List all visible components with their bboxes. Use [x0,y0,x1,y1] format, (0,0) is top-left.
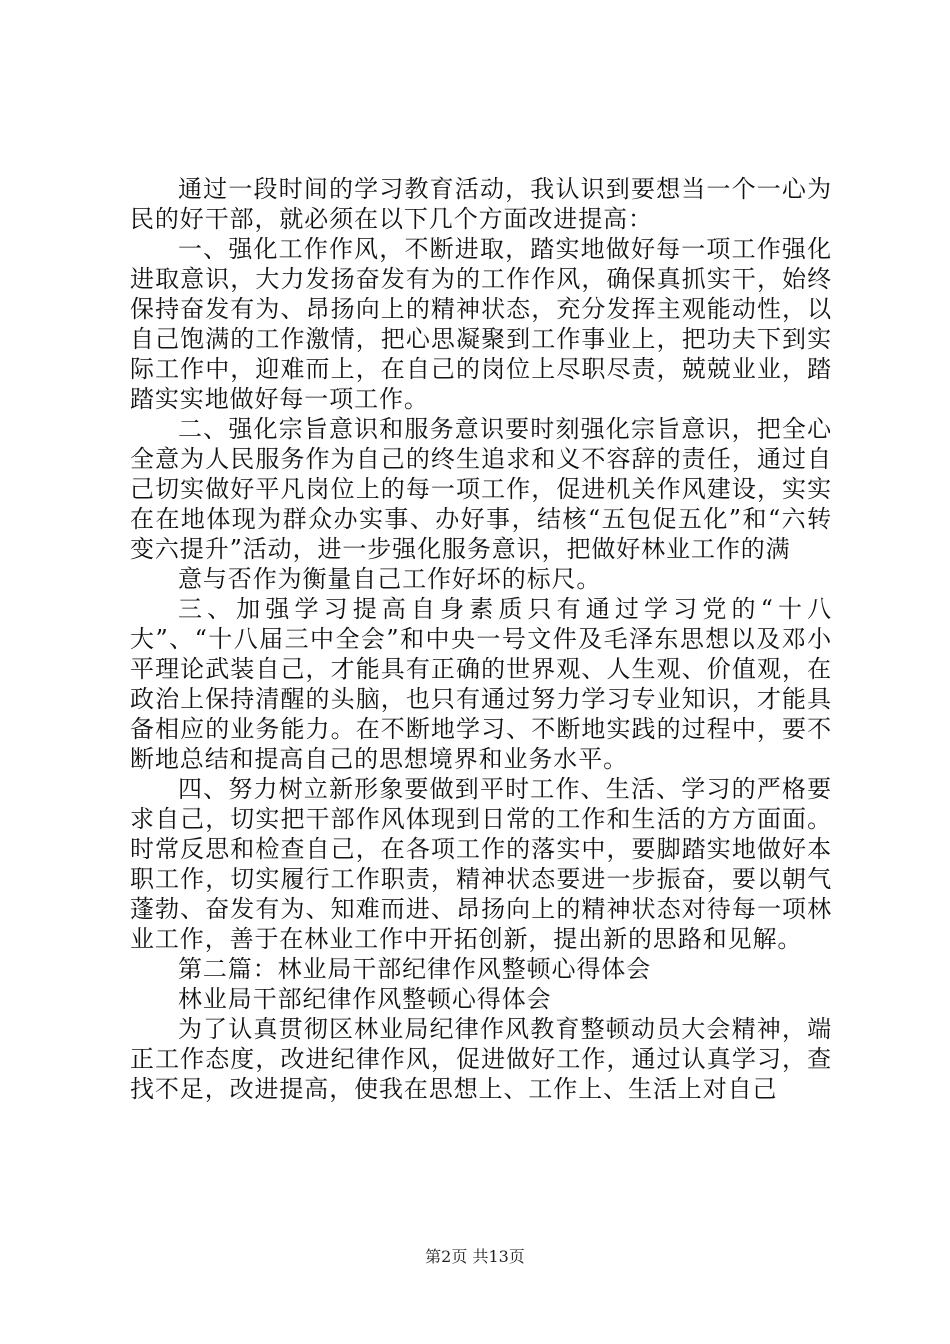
paragraph-article-intro: 为了认真贯彻区林业局纪律作风教育整顿动员大会精神，端正工作态度，改进纪律作风，促进做好工作，通过认真学习，查找不足，改进提高，使我在思想上、工作上、生活上对自己 [130,1015,832,1103]
paragraph-point-one: 一、强化工作作风，不断进取，踏实地做好每一项工作强化进取意识，大力发扬奋发有为的工作作风，确保真抓实干，始终保持奋发有为、昂扬向上的精神状态，充分发挥主观能动性，以自己饱满的工作激情，把心思凝聚到工作事业上，把功夫下到实际工作中，迎难而上，在自己的岗位上尽职尽责，兢兢业业，踏踏实实地做好每一项工作。 [130,235,832,413]
paragraph-point-two-continued: 意与否作为衡量自己工作好坏的标尺。 [178,565,602,593]
paragraph-point-four: 四、努力树立新形象要做到平时工作、生活、学习的严格要求自己，切实把干部作风体现到日常的工作和生活的方方面面。时常反思和检查自己，在各项工作的落实中，要脚踏实地做好本职工作，切实履行工作职责，精神状态要进一步振奋，要以朝气蓬勃、奋发有为、知难而进、昂扬向上的精神状态对待每一项林业工作，善于在林业工作中开拓创新，提出新的思路和见解。 [130,775,832,953]
document-body [130,174,832,1104]
page-number-footer: 第2页 共13页 [425,1247,525,1266]
article-title: 林业局干部纪律作风整顿心得体会 [178,985,552,1013]
paragraph-intro: 通过一段时间的学习教育活动，我认识到要想当一个一心为民的好干部，就必须在以下几个方面改进提高： [130,175,832,233]
paragraph-point-two: 二、强化宗旨意识和服务意识要时刻强化宗旨意识，把全心全意为人民服务作为自己的终生追求和义不容辞的责任，通过自己切实做好平凡岗位上的每一项工作，促进机关作风建设，实实在在地体现为群众办实事、办好事，结核“五包促五化”和“六转变六提升”活动，进一步强化服务意识，把做好林业工作的满 [130,415,832,563]
paragraph-point-three: 三、加强学习提高自身素质只有通过学习党的“十八大”、“十八届三中全会”和中央一号文件及毛泽东思想以及邓小平理论武装自己，才能具有正确的世界观、人生观、价值观，在政治上保持清醒的头脑，也只有通过努力学习专业知识，才能具备相应的业务能力。在不断地学习、不断地实践的过程中，要不断地总结和提高自己的思想境界和业务水平。 [130,595,832,773]
section-heading: 第二篇：林业局干部纪律作风整顿心得体会 [178,955,652,983]
